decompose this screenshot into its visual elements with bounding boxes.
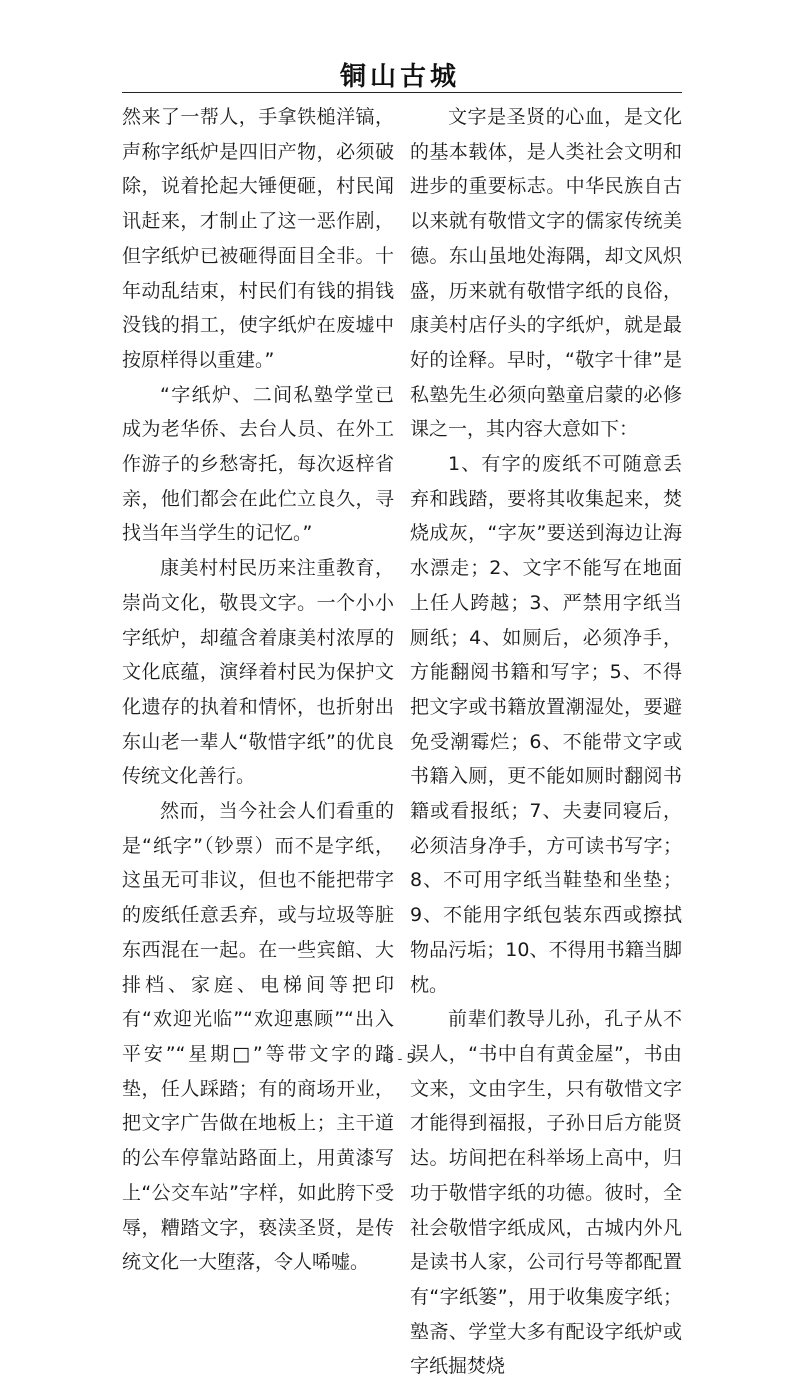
paragraph: 康美村村民历来注重教育，崇尚文化，敬畏文字。一个小小字纸炉，却蕴含着康美村浓厚的文化底蕴，演绎着村民为保护文化遗存的执着和情怀，也折射出东山老一辈人“敬惜字纸”的优良传统文化善行。	[122, 557, 394, 788]
paragraph: 然来了一帮人，手拿铁槌洋镐，声称字纸炉是四旧产物，必须破除，说着抡起大锤便砸，村民闻讯赶来，才制止了这一恶作剧，但字纸炉已被砸得面目全非。十年动乱结束，村民们有钱的捐钱没钱的捐工，使字纸炉在废墟中按原样得以重建。”	[122, 106, 394, 371]
paragraph: 然而，当今社会人们看重的是“纸字”（钞票）而不是字纸，这虽无可非议，但也不能把带字的废纸任意丢弃，或与垃圾等脏东西混在一起。在一些宾館、大排档、家庭、电梯间等把印有“欢迎光临”“欢迎惠顾”“出入平安”“星期□”等带文字的踏垫，任人踩踏；有的商场开业，把文字广告做在地板上；主干道的公车停靠站路面上，用黄漆写上“公交车站”字样，如此胯下受辱，糟踏文字，亵渎圣贤，是传统文化一大堕落，令人唏嘘。	[122, 800, 394, 1274]
page-header-title: 铜山古城	[339, 62, 460, 92]
paragraph: 1、有字的废纸不可随意丢弃和践踏，要将其收集起来，焚烧成灰，“字灰”要送到海边让海水漂走；2、文字不能写在地面上任人跨越；3、严禁用字纸当厕纸；4、如厕后，必须净手，方能翻阅书籍和写字；5、不得把文字或书籍放置潮湿处，要避免受潮霉烂；6、不能带文字或书籍入厕，更不能如厕时翻阅书籍或看报纸；7、夫妻同寝后，必须洁身净手，方可读书写字；8、不可用字纸当鞋垫和坐垫；9、不能用字纸包装东西或擦拭物品污垢；10、不得用书籍当脚枕。	[410, 453, 682, 996]
paragraph: “字纸炉、二间私塾学堂已成为老华侨、去台人员、在外工作游子的乡愁寄托，每次返梓省亲，他们都会在此伫立良久，寻找当年当学生的记忆。”	[122, 383, 394, 545]
paragraph: 前辈们教导儿孙，孔子从不误人，“书中自有黄金屋”，书由文来，文由字生，只有敬惜文字才能得到福报，子孙日后方能贤达。坊间把在科举场上高中，归功于敬惜字纸的功德。彼时，全社会敬惜字纸成风，古城内外凡是读书人家，公司行号等都配置有“字纸篓”，用于收集废字纸；塾斋、学堂大多有配设字纸炉或字纸掘焚烧	[410, 1008, 682, 1378]
right-column	[410, 100, 682, 1384]
paragraph: 文字是圣贤的心血，是文化的基本载体，是人类社会文明和进步的重要标志。中华民族自古以来就有敬惜文字的儒家传统美德。东山虽地处海隅，却文风炽盛，历来就有敬惜字纸的良俗，康美村店仔头的字纸炉，就是最好的诠释。早时，“敬字十律”是私塾先生必须向塾童启蒙的必修课之一，其内容大意如下：	[410, 106, 682, 441]
left-column	[122, 100, 394, 1280]
page-number: 6 - 5	[385, 1052, 415, 1067]
header-divider	[122, 92, 682, 93]
